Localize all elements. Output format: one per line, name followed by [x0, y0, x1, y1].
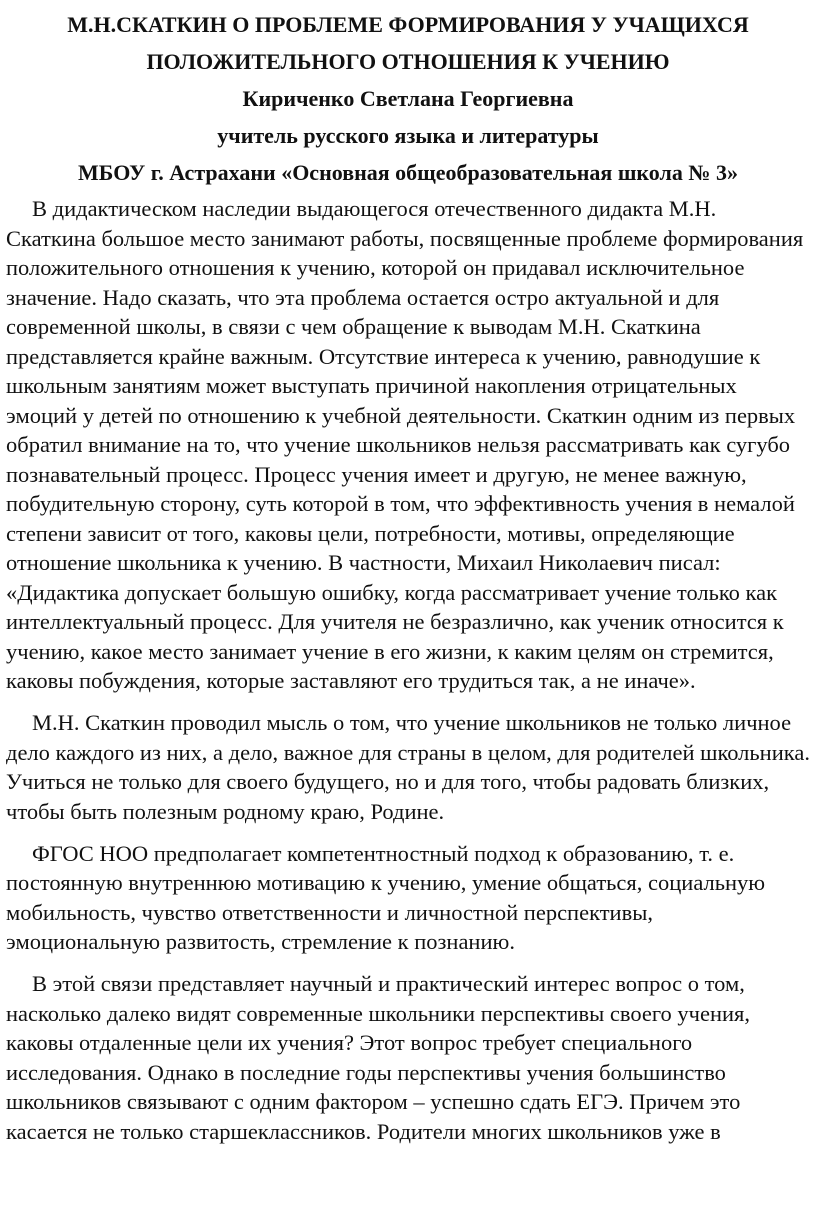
- school-name: МБОУ г. Астрахани «Основная общеобразовательная школа № 3»: [78, 160, 738, 185]
- paragraph-3: ФГОС НОО предполагает компетентностный подход к образованию, т. е. постоянную внутреннюю мотивацию к учению, умение общаться, социальную мобильность, чувство ответственности и личностной перспективы, эмоциональную развитость, стремление к познанию.: [6, 840, 766, 954]
- author-name: Кириченко Светлана Георгиевна: [242, 86, 574, 111]
- author-position: учитель русского языка и литературы: [217, 123, 599, 148]
- title-line-2: ПОЛОЖИТЕЛЬНОГО ОТНОШЕНИЯ К УЧЕНИЮ: [146, 49, 670, 74]
- paragraph-2: М.Н. Скаткин проводил мысль о том, что учение школьников не только личное дело каждого из них, а дело, важное для страны в целом, для родителей школьника. Учиться не только для своего будущего, но и для того, чтобы радовать близких, чтобы быть полезным родному краю, Родине.: [6, 710, 810, 824]
- paragraph-1: В дидактическом наследии выдающегося отечественного дидакта М.Н. Скаткина большое место занимают работы, посвященные проблеме формирования положительного отношения к учению, которой он придавал исключительное значение. Надо сказать, что эта проблема остается остро актуальной и для современной школы, в связи с чем обращение к выводам М.Н. Скаткина представляется крайне важным. Отсутствие интереса к учению, равнодушие к школьным занятиям может выступать причиной накопления отрицательных эмоций у детей по отношению к учебной деятельности. Скаткин одним из первых обратил внимание на то, что учение школьников нельзя рассматривать как сугубо познавательный процесс. Процесс учения имеет и другую, не менее важную, побудительную сторону, суть которой в том, что эффективность учения в немалой степени зависит от того, каковы цели, потребности, мотивы, определяющие отношение школьника к учению. В частности, Михаил Николаевич писал: «Дидактика допускает большую ошибку, когда рассматривает учение только как интеллектуальный процесс. Для учителя не безразлично, как ученик относится к учению, какое место занимает учение в его жизни, к каким целям он стремится, каковы побуждения, которые заставляют его трудиться так, а не иначе».: [6, 196, 804, 693]
- title-line-1: М.Н.СКАТКИН О ПРОБЛЕМЕ ФОРМИРОВАНИЯ У УЧАЩИХСЯ: [67, 12, 749, 37]
- paragraph-4: В этой связи представляет научный и практический интерес вопрос о том, насколько далеко видят современные школьники перспективы своего учения, каковы отдаленные цели их учения? Этот вопрос требует специального исследования. Однако в последние годы перспективы учения большинство школьников связывают с одним фактором – успешно сдать ЕГЭ. Причем это касается не только старшеклассников. Родители многих школьников уже в: [6, 971, 750, 1144]
